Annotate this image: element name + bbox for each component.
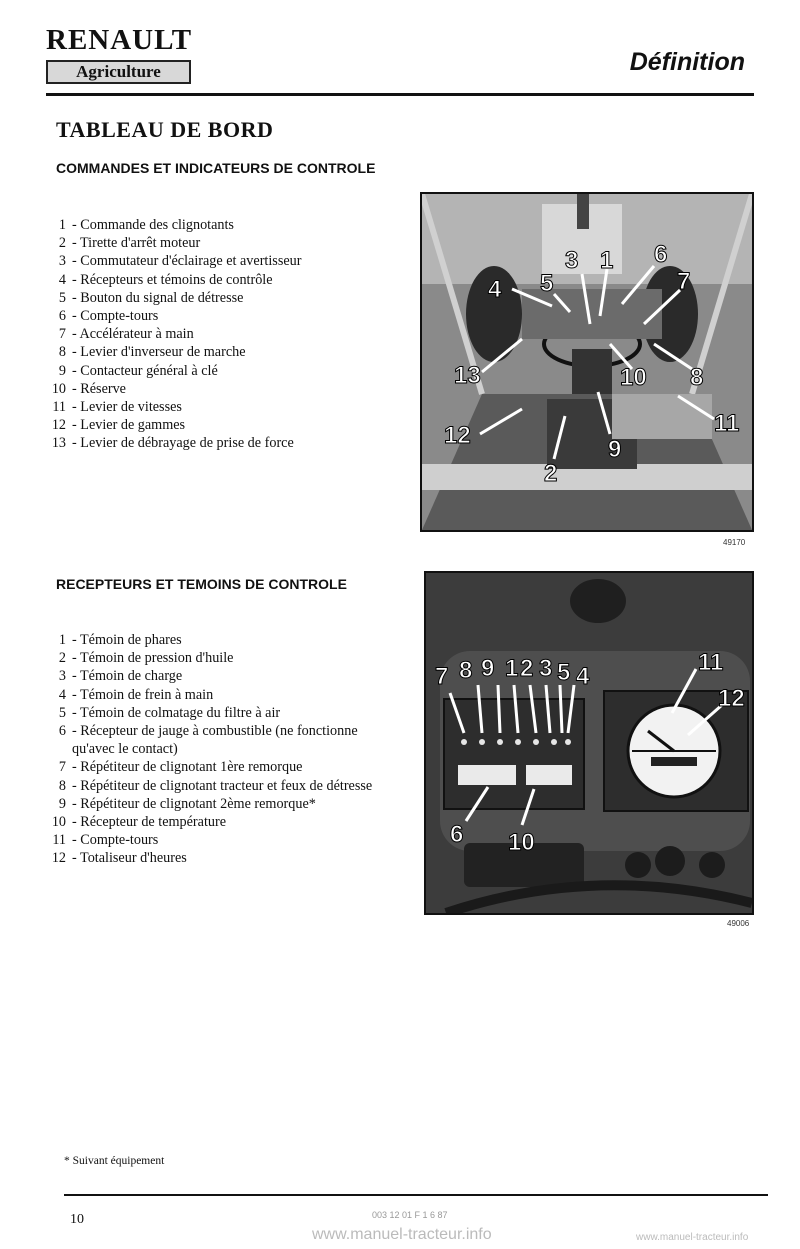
gauges-list: [36, 631, 386, 868]
item-text: - Récepteur de jauge à combustible (ne fonctionne qu'avec le contact): [66, 722, 386, 758]
item-text: - Levier de vitesses: [66, 398, 182, 416]
list-item: [36, 216, 396, 234]
item-text: - Réserve: [66, 380, 126, 398]
instrument-panel-photo: [424, 571, 754, 915]
item-number: 5: [58, 704, 66, 721]
item-text: - Commutateur d'éclairage et avertisseur: [66, 252, 301, 270]
item-text: - Contacteur général à clé: [66, 362, 218, 380]
callout-label: 3: [539, 655, 553, 682]
brand-subtitle: Agriculture: [46, 60, 191, 84]
list-item: [36, 234, 396, 252]
item-number: 9: [58, 795, 66, 812]
item-number: 12: [51, 417, 66, 434]
item-number: 9: [58, 362, 66, 379]
callout-label: 4: [488, 276, 502, 303]
item-number: 11: [52, 399, 66, 416]
list-item: [36, 271, 396, 289]
page-number: 10: [70, 1212, 84, 1227]
item-text: - Répétiteur de clignotant 1ère remorque: [66, 758, 302, 776]
item-number: 4: [58, 686, 66, 703]
item-number: 6: [58, 308, 66, 325]
callout-label: 2: [520, 655, 534, 682]
item-text: - Témoin de charge: [66, 667, 182, 685]
callout-label: 7: [677, 268, 691, 295]
list-item: [36, 343, 396, 361]
callout-label: 10: [620, 364, 647, 391]
watermark: www.manuel-tracteur.info: [312, 1226, 492, 1243]
item-text: - Tirette d'arrêt moteur: [66, 234, 200, 252]
item-text: - Témoin de colmatage du filtre à air: [66, 704, 280, 722]
list-item: [36, 380, 396, 398]
callout-label: 6: [450, 821, 464, 848]
item-number: 7: [58, 759, 66, 776]
item-text: - Levier d'inverseur de marche: [66, 343, 246, 361]
item-number: 12: [51, 850, 66, 867]
item-number: 10: [51, 380, 66, 397]
footnote: * Suivant équipement: [64, 1155, 165, 1167]
item-number: 2: [58, 650, 66, 667]
callout-label: 11: [714, 410, 740, 437]
item-number: 5: [58, 289, 66, 306]
item-number: 1: [58, 217, 66, 233]
list-item: [36, 704, 386, 722]
item-text: - Accélérateur à main: [66, 325, 194, 343]
section-label: Définition: [629, 48, 745, 76]
list-item: [36, 777, 386, 795]
list-item: [36, 434, 396, 452]
list-item: [36, 831, 386, 849]
callout-label: 5: [540, 270, 554, 297]
item-text: - Témoin de phares: [66, 631, 182, 649]
callout-label: 3: [565, 247, 579, 274]
item-text: - Compte-tours: [66, 307, 158, 325]
item-text: - Levier de débrayage de prise de force: [66, 434, 294, 452]
callout-label: 2: [544, 460, 558, 487]
list-item: [36, 362, 396, 380]
watermark-small: www.manuel-tracteur.info: [636, 1232, 749, 1243]
item-number: 4: [58, 271, 66, 288]
item-text: - Commande des clignotants: [66, 216, 234, 234]
callout-label: 6: [654, 241, 668, 268]
list-item: [36, 795, 386, 813]
list-item: [36, 416, 396, 434]
page-title: TABLEAU DE BORD: [56, 117, 274, 142]
item-number: 6: [58, 723, 66, 740]
callout-label: 7: [435, 663, 449, 690]
item-number: 1: [58, 632, 66, 648]
item-number: 2: [58, 235, 66, 252]
item-text: - Répétiteur de clignotant 2ème remorque*: [66, 795, 316, 813]
callout-label: 12: [718, 685, 745, 712]
list-item: [36, 758, 386, 776]
header-divider: [46, 93, 754, 96]
item-text: - Récepteur de température: [66, 813, 226, 831]
list-item: [36, 289, 396, 307]
section-heading-gauges: RECEPTEURS ET TEMOINS DE CONTROLE: [56, 576, 347, 592]
brand-logo: RENAULT: [46, 24, 193, 56]
list-item: [36, 252, 396, 270]
callout-label: 10: [508, 829, 535, 856]
item-text: - Compte-tours: [66, 831, 158, 849]
dashboard-overview-photo: [420, 192, 754, 532]
footer-divider: [64, 1194, 768, 1196]
callout-label: 9: [608, 436, 622, 463]
item-number: 3: [58, 668, 66, 685]
item-text: - Témoin de frein à main: [66, 686, 213, 704]
list-item: [36, 325, 396, 343]
photo-reference: 49006: [727, 919, 750, 928]
callout-label: 13: [454, 362, 481, 389]
callout-label: 8: [459, 657, 473, 684]
list-item: [36, 398, 396, 416]
list-item: [36, 631, 386, 649]
document-code: 003 12 01 F 1 6 87: [372, 1210, 448, 1220]
controls-list: [36, 216, 396, 453]
list-item: [36, 307, 396, 325]
list-item: [36, 813, 386, 831]
callout-label: 1: [600, 247, 614, 274]
item-text: - Levier de gammes: [66, 416, 185, 434]
item-text: - Répétiteur de clignotant tracteur et feux de détresse: [66, 777, 372, 795]
item-number: 13: [51, 435, 66, 452]
callout-label: 1: [505, 655, 519, 682]
item-number: 7: [58, 326, 66, 343]
item-text: - Témoin de pression d'huile: [66, 649, 233, 667]
callout-label: 5: [557, 659, 571, 686]
item-number: 8: [58, 344, 66, 361]
callout-overlay: [426, 573, 752, 913]
callout-label: 8: [690, 364, 704, 391]
item-text: - Récepteurs et témoins de contrôle: [66, 271, 273, 289]
list-item: [36, 722, 386, 758]
item-number: 10: [51, 814, 66, 831]
item-number: 11: [52, 832, 66, 849]
list-item: [36, 649, 386, 667]
section-heading-controls: COMMANDES ET INDICATEURS DE CONTROLE: [56, 160, 376, 176]
item-text: - Totaliseur d'heures: [66, 849, 187, 867]
list-item: [36, 667, 386, 685]
callout-label: 4: [576, 663, 590, 690]
item-number: 8: [58, 777, 66, 794]
callout-label: 12: [444, 422, 471, 449]
list-item: [36, 686, 386, 704]
item-number: 3: [58, 253, 66, 270]
callout-label: 9: [481, 655, 495, 682]
callout-label: 11: [698, 649, 724, 676]
photo-reference: 49170: [723, 538, 746, 547]
item-text: - Bouton du signal de détresse: [66, 289, 243, 307]
list-item: [36, 849, 386, 867]
